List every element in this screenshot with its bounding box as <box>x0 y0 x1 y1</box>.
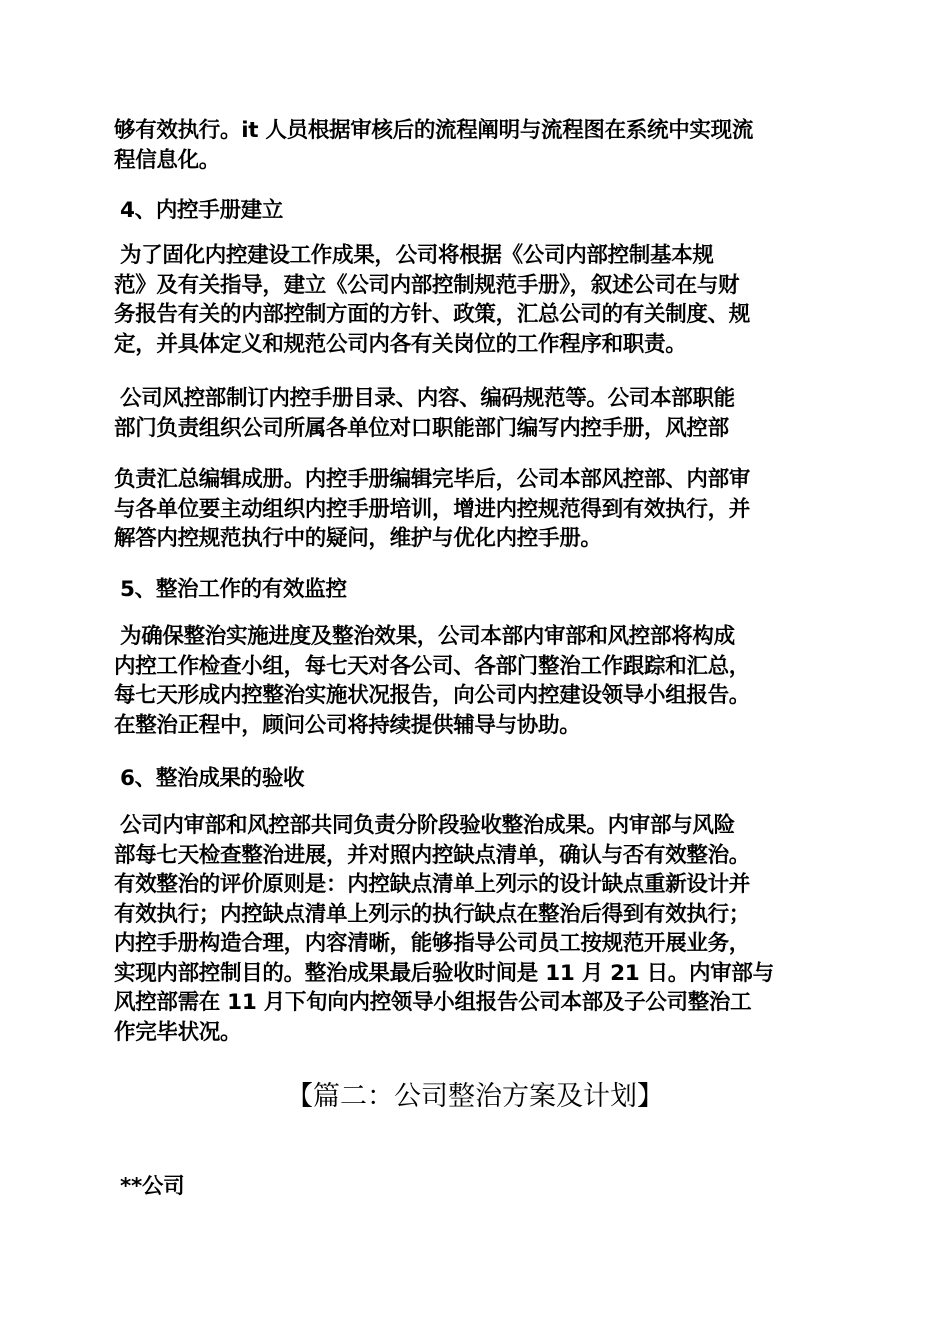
text-line: 每七天形成内控整治实施状况报告，向公司内控建设领导小组报告。 <box>114 683 751 708</box>
text-line: 有效整治的评价原则是：内控缺点清单上列示的设计缺点重新设计并 <box>114 872 751 897</box>
text-line: 实现内部控制目的。整治成果最后验收时间是 11 月 21 日。内审部与 <box>114 960 774 986</box>
text-line: 范》及有关指导，建立《公司内部控制规范手册》，叙述公司在与财 <box>114 272 740 298</box>
text-line: 解答内控规范执行中的疑问，维护与优化内控手册。 <box>114 526 602 551</box>
heading-6: 6、整治成果的验收 <box>120 766 305 791</box>
company-name: **公司 <box>120 1174 185 1199</box>
text-line: 定，并具体定义和规范公司内各有关岗位的工作程序和职责。 <box>114 331 687 357</box>
section-title: 【篇二：公司整治方案及计划】 <box>286 1081 664 1112</box>
text-line: 与各单位要主动组织内控手册培训，增进内控规范得到有效执行，并 <box>114 496 751 522</box>
text-line: 公司风控部制订内控手册目录、内容、编码规范等。公司本部职能 <box>120 386 735 411</box>
heading-5: 5、整治工作的有效监控 <box>120 577 347 602</box>
text-line: 内控手册构造合理，内容清晰，能够指导公司员工按规范开展业务， <box>114 931 751 956</box>
text-line: 够有效执行。it 人员根据审核后的流程阐明与流程图在系统中实现流 <box>114 118 754 143</box>
text-line: 为了固化内控建设工作成果，公司将根据《公司内部控制基本规 <box>120 243 714 268</box>
paragraph-4c <box>114 465 836 554</box>
text-line: 部每七天检查整治进展，并对照内控缺点清单，确认与否有效整治。 <box>114 842 751 868</box>
text-line: 负责汇总编辑成册。内控手册编辑完毕后，公司本部风控部、内部审 <box>114 467 751 492</box>
text-line: 有效执行；内控缺点清单上列示的执行缺点在整治后得到有效执行； <box>114 901 751 927</box>
text-line: 风控部需在 11 月下旬向内控领导小组报告公司本部及子公司整治工 <box>114 990 752 1015</box>
heading-4: 4、内控手册建立 <box>120 198 284 223</box>
paragraph-continuation <box>114 116 836 175</box>
paragraph-4b <box>114 384 836 443</box>
text-line: 内控工作检查小组，每七天对各公司、各部门整治工作跟踪和汇总， <box>114 653 751 679</box>
paragraph-4a <box>114 241 836 359</box>
text-line: 为确保整治实施进度及整治效果，公司本部内审部和风控部将构成 <box>120 624 735 649</box>
paragraph-5 <box>114 622 836 740</box>
text-line: 程信息化。 <box>114 147 221 173</box>
text-line: 公司内审部和风控部共同负责分阶段验收整治成果。内审部与风险 <box>120 813 735 838</box>
text-line: 作完毕状况。 <box>114 1019 242 1045</box>
paragraph-6 <box>114 811 836 1047</box>
text-line: 务报告有关的内部控制方面的方针、政策，汇总公司的有关制度、规 <box>114 302 751 327</box>
text-line: 部门负责组织公司所属各单位对口职能部门编写内控手册，风控部 <box>114 415 729 441</box>
text-line: 在整治正程中，顾问公司将持续提供辅导与协助。 <box>114 712 581 738</box>
